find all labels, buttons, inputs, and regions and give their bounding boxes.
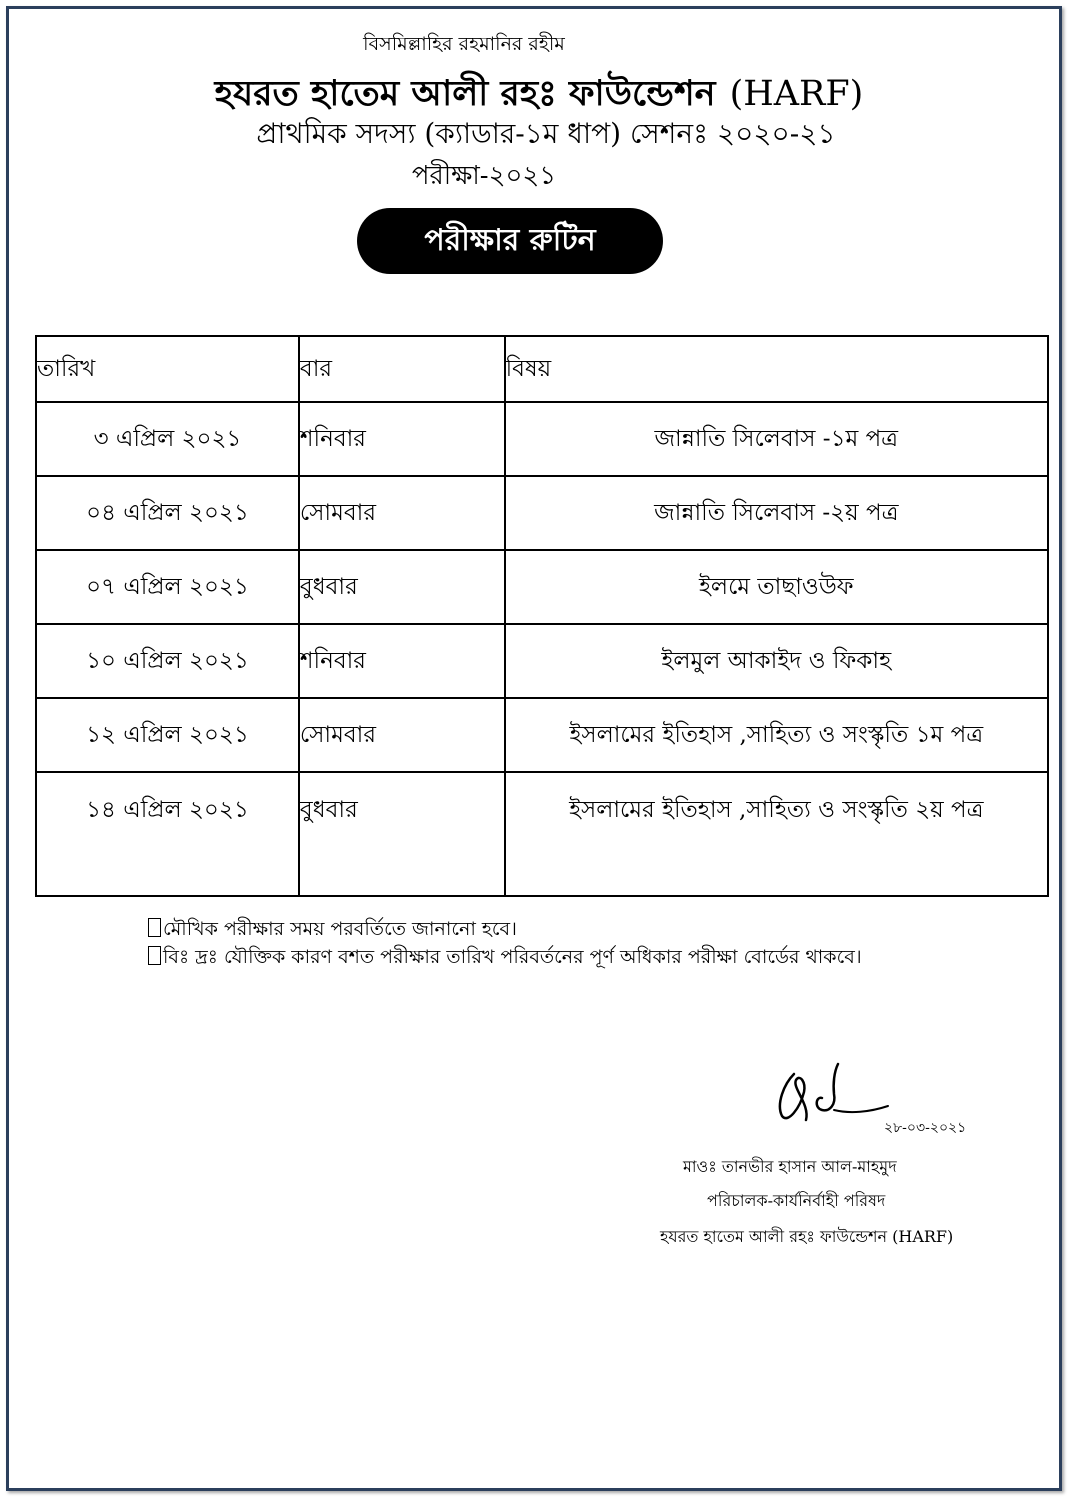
signature-date: ২৮-০৩-২০২১ (884, 1120, 967, 1136)
cell-day: সোমবার (299, 476, 505, 550)
cell-day: বুধবার (299, 772, 505, 896)
cell-date: ১০ এপ্রিল ২০২১ (36, 624, 299, 698)
cell-subject: ইসলামের ইতিহাস ,সাহিত্য ও সংস্কৃতি ২য় পত্র (505, 772, 1048, 896)
cell-day: শনিবার (299, 402, 505, 476)
cell-subject: ইলমে তাছাওউফ (505, 550, 1048, 624)
routine-title-badge (357, 208, 663, 274)
cell-subject: জান্নাতি সিলেবাস -২য় পত্র (505, 476, 1048, 550)
cell-day: বুধবার (299, 550, 505, 624)
table-row (36, 476, 1048, 550)
routine-title: পরীক্ষার রুটিন (424, 222, 596, 258)
table-row (36, 698, 1048, 772)
cell-date: ৩ এপ্রিল ২০২১ (36, 402, 299, 476)
exam-year: পরীক্ষা-২০২১ (411, 161, 557, 191)
cell-date: ০৭ এপ্রিল ২০২১ (36, 550, 299, 624)
signature-image (770, 1060, 900, 1130)
note-text: বিঃ দ্রঃ যৌক্তিক কারণ বশত পরীক্ষার তারিখ পরিবর্তনের পূর্ণ অধিকার পরীক্ষা বোর্ডের থাকবে। (163, 946, 862, 968)
bullet-box-icon (148, 946, 161, 965)
organization-name: হযরত হাতেম আলী রহঃ ফাউন্ডেশন (214, 73, 716, 114)
session-line: প্রাথমিক সদস্য (ক্যাডার-১ম ধাপ) সেশনঃ ২০২০-২১ (256, 117, 836, 150)
signatory-organization: হযরত হাতেম আলী রহঃ ফাউন্ডেশন (HARF) (660, 1227, 954, 1246)
header-date: তারিখ (36, 336, 299, 402)
cell-subject: ইসলামের ইতিহাস ,সাহিত্য ও সংস্কৃতি ১ম পত্র (505, 698, 1048, 772)
cell-day: সোমবার (299, 698, 505, 772)
note-text: মৌখিক পরীক্ষার সময় পরবর্তিতে জানানো হবে। (163, 918, 517, 940)
exam-routine-table (35, 335, 1049, 897)
notes-block (148, 915, 862, 971)
cell-date: ১২ এপ্রিল ২০২১ (36, 698, 299, 772)
table-header-row (36, 336, 1048, 402)
signatory-post: পরিচালক-কার্যনির্বাহী পরিষদ (707, 1191, 886, 1210)
header-day: বার (299, 336, 505, 402)
note-item (148, 943, 862, 971)
cell-subject: জান্নাতি সিলেবাস -১ম পত্র (505, 402, 1048, 476)
organization-abbr: (HARF) (729, 74, 864, 114)
signatory-name: মাওঃ তানভীর হাসান আল-মাহমুদ (683, 1157, 897, 1176)
table-row (36, 402, 1048, 476)
cell-date: ০৪ এপ্রিল ২০২১ (36, 476, 299, 550)
bullet-box-icon (148, 918, 161, 937)
note-item (148, 915, 862, 943)
bismillah-text: বিসমিল্লাহির রহমানির রহীম (363, 33, 565, 55)
cell-date: ১৪ এপ্রিল ২০২১ (36, 772, 299, 896)
table-row (36, 772, 1048, 896)
table-row (36, 624, 1048, 698)
header-subject: বিষয় (505, 336, 1048, 402)
cell-subject: ইলমুল আকাইদ ও ফিকাহ (505, 624, 1048, 698)
cell-day: শনিবার (299, 624, 505, 698)
table-row (36, 550, 1048, 624)
